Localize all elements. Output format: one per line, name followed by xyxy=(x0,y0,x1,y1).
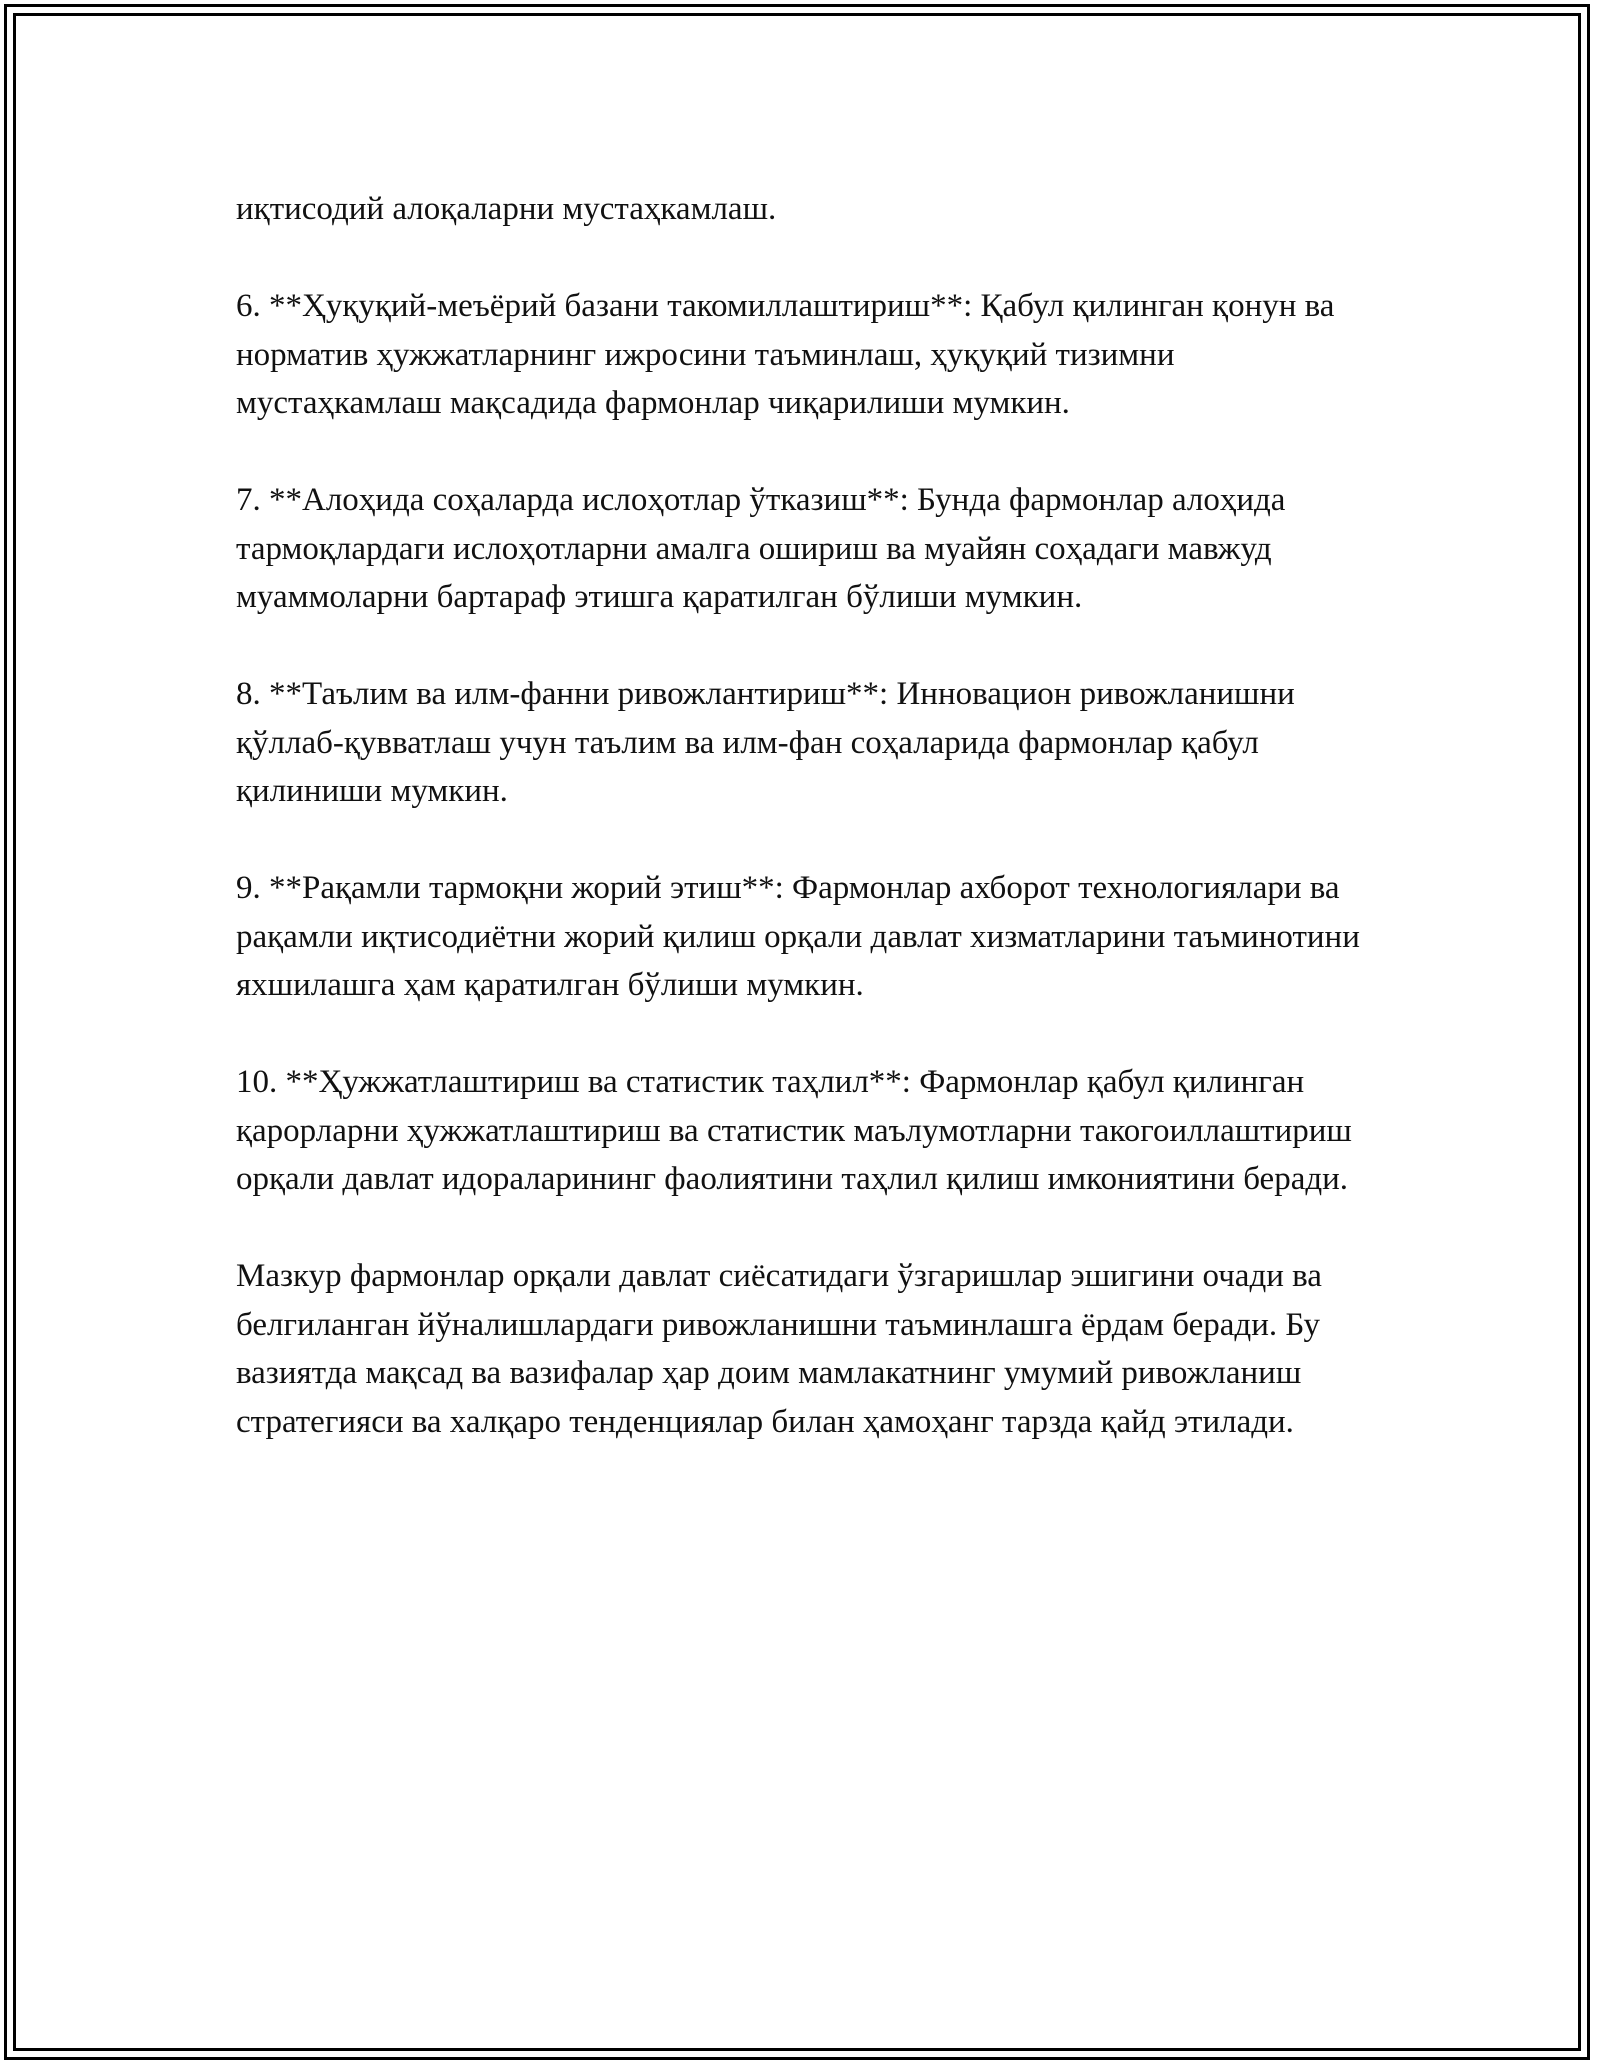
paragraph-item-7: 7. **Алоҳида соҳаларда ислоҳотлар ўтказиш**: Бунда фармонлар алоҳида тармоқлардаги ислоҳотларни амалга ошириш ва муайян соҳадаги мавжуд муаммоларни бартараф этишга қаратилган бўлиши мумкин. xyxy=(236,482,1286,615)
paragraph-item-10: 10. **Ҳужжатлаштириш ва статистик таҳлил**: Фармонлар қабул қилинган қарорларни ҳужжатлаштириш ва статистик маълумотларни такогоиллаштириш орқали давлат идораларининг фаолиятини таҳлил қилиш имкониятини беради. xyxy=(236,1064,1352,1197)
document-body xyxy=(236,185,1376,1495)
paragraph-item-6: 6. **Ҳуқуқий-меъёрий базани такомиллаштириш**: Қабул қилинган қонун ва норматив ҳужжатларнинг ижросини таъминлаш, ҳуқуқий тизимни мустаҳкамлаш мақсадида фармонлар чиқарилиши мумкин. xyxy=(236,288,1335,421)
paragraph-conclusion: Мазкур фармонлар орқали давлат сиёсатидаги ўзгаришлар эшигини очади ва белгиланган йўналишлардаги ривожланишни таъминлашга ёрдам беради. Бу вазиятда мақсад ва вазифалар ҳар доим мамлакатнинг умумий ривожланиш стратегияси ва халқаро тенденциялар билан ҳамоҳанг тарзда қайд этилади. xyxy=(236,1258,1322,1440)
paragraph-item-9: 9. **Рақамли тармоқни жорий этиш**: Фармонлар ахборот технологиялари ва рақамли иқтисодиётни жорий қилиш орқали давлат хизматларини таъминотини яхшилашга ҳам қаратилган бўлиши мумкин. xyxy=(236,870,1360,1003)
paragraph-continuation: иқтисодий алоқаларни мустаҳкамлаш. xyxy=(236,191,777,227)
paragraph-item-8: 8. **Таълим ва илм-фанни ривожлантириш**: Инновацион ривожланишни қўллаб-қувватлаш учун таълим ва илм-фан соҳаларида фармонлар қабул қилиниши мумкин. xyxy=(236,676,1295,809)
